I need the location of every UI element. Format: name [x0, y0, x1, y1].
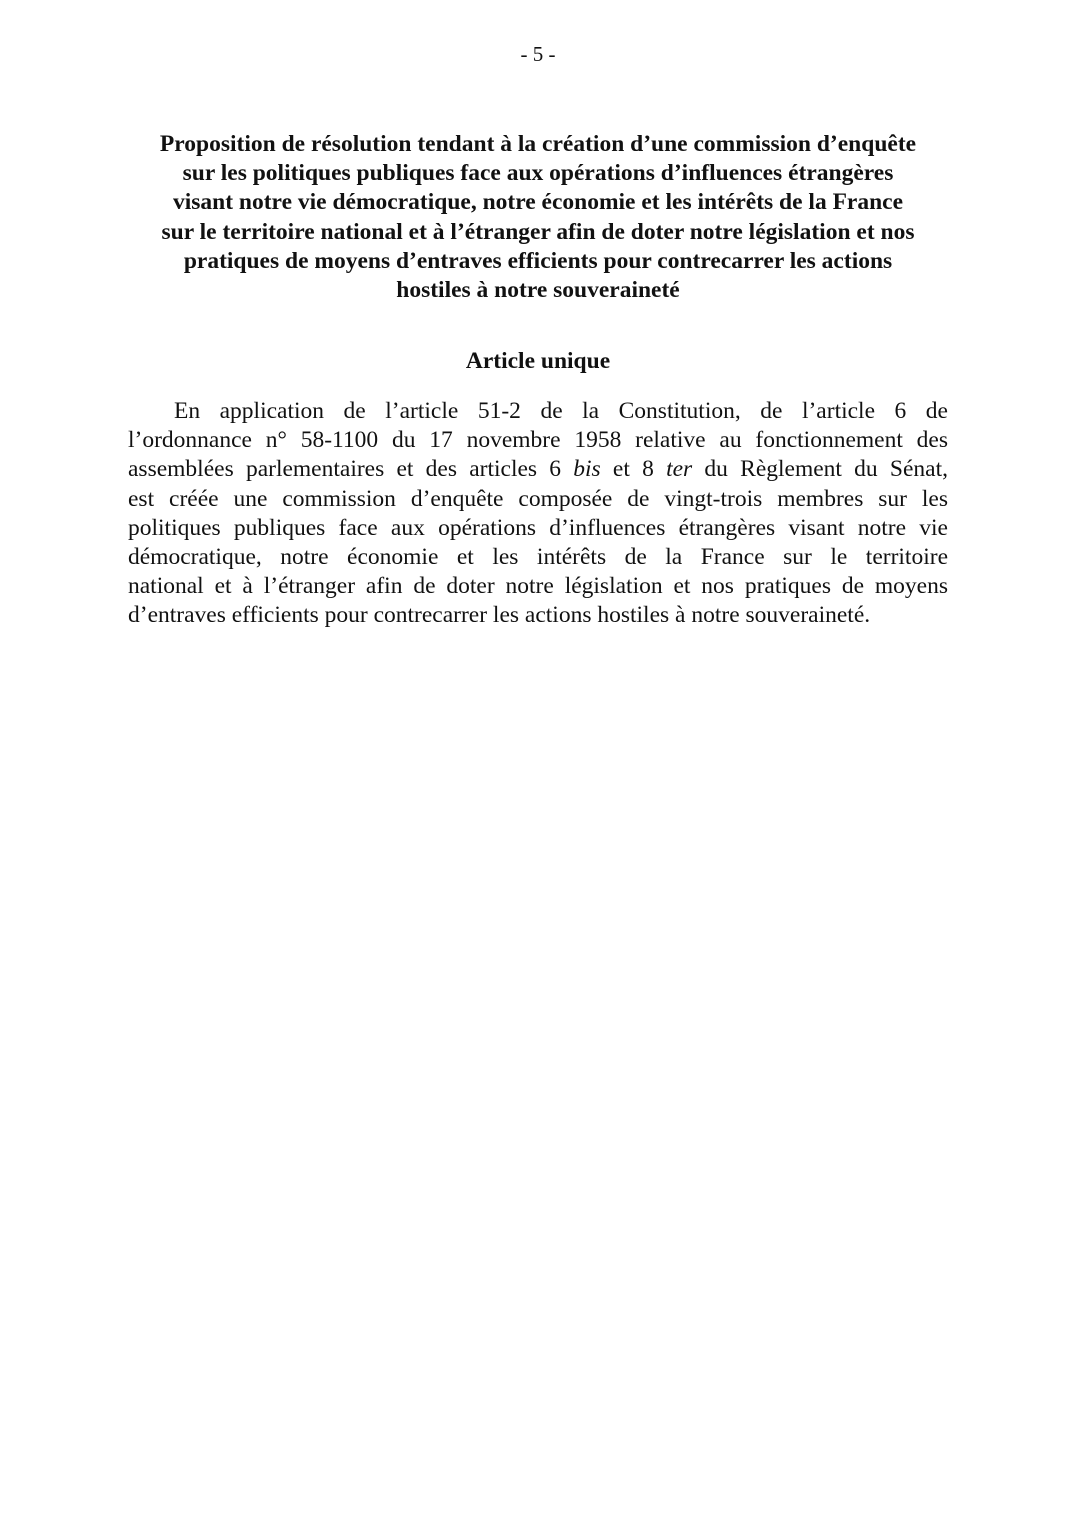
article-text-fragment: du Règlement du Sénat,: [692, 456, 948, 483]
article-line: national et à l’étranger afin de doter notre législation et nos pratiques de moyens: [128, 573, 948, 600]
article-line: l’ordonnance n° 58-1100 du 17 novembre 1958 relative au fonctionnement des: [128, 427, 948, 454]
ter-italic: ter: [666, 456, 693, 483]
article-body: [128, 397, 948, 631]
article-heading: Article unique: [465, 348, 611, 374]
bis-italic: bis: [573, 456, 601, 483]
article-line: démocratique, notre économie et les intérêts de la France sur le territoire: [128, 544, 948, 571]
title-line: visant notre vie démocratique, notre économie et les intérêts de la France: [172, 189, 904, 216]
article-line: En application de l’article 51-2 de la Constitution, de l’article 6 de: [174, 398, 948, 424]
article-text-fragment: assemblées parlementaires et des articles 6: [128, 456, 574, 483]
article-line: d’entraves efficients pour contrecarrer les actions hostiles à notre souveraineté.: [128, 602, 871, 629]
article-line: politiques publiques face aux opérations d’influences étrangères visant notre vie: [128, 514, 948, 541]
title-line: pratiques de moyens d’entraves efficients pour contrecarrer les actions: [183, 247, 893, 274]
page-number: - 5 -: [520, 42, 556, 66]
title-line: sur les politiques publiques face aux opérations d’influences étrangères: [182, 160, 894, 187]
article-line: est créée une commission d’enquête composée de vingt-trois membres sur les: [128, 485, 948, 512]
article-text-fragment: et 8: [600, 456, 667, 483]
title-line: sur le territoire national et à l’étranger afin de doter notre législation et nos: [161, 218, 915, 245]
title-line: hostiles à notre souveraineté: [396, 277, 680, 304]
title-line: Proposition de résolution tendant à la création d’une commission d’enquête: [159, 131, 917, 157]
resolution-title: [128, 130, 948, 305]
article-line: [128, 455, 948, 484]
